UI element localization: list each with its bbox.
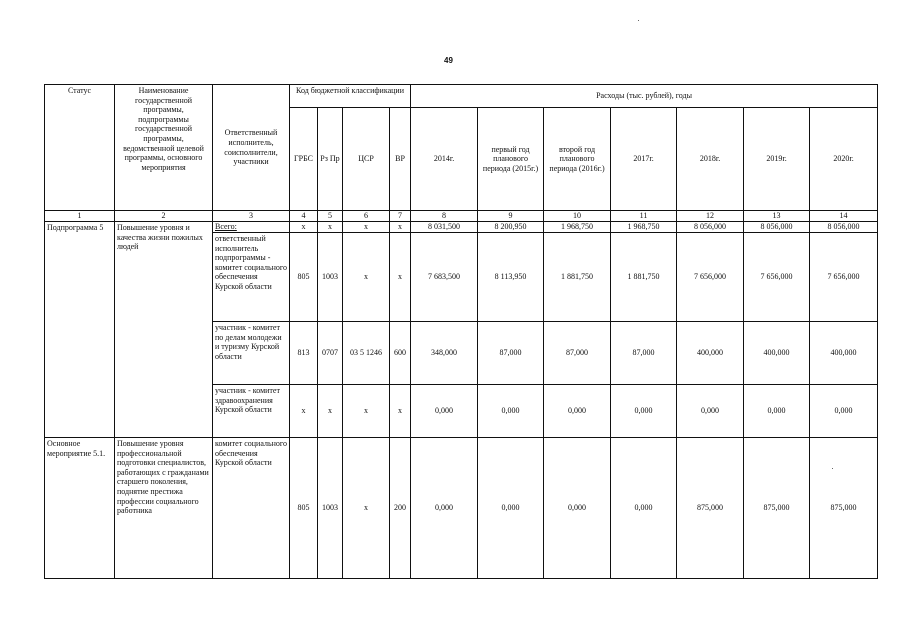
header-year: 2018г.	[677, 108, 744, 211]
vr-cell: 600	[390, 322, 411, 385]
column-number: 13	[744, 211, 810, 222]
amount-cell: 0,000	[810, 385, 878, 438]
header-year: 2014г.	[411, 108, 478, 211]
header-year: 2017г.	[611, 108, 677, 211]
amount-cell: 87,000	[611, 322, 677, 385]
total-label: Всего:	[213, 222, 290, 233]
header-budget-code: Код бюджетной классификации	[290, 85, 411, 108]
column-number: 6	[343, 211, 390, 222]
amount-cell: 0,000	[411, 385, 478, 438]
rzpr-cell: х	[318, 385, 343, 438]
amount-cell: 87,000	[544, 322, 611, 385]
amount-cell: 875,000	[810, 438, 878, 579]
header-year: второй год планового периода (2016г.)	[544, 108, 611, 211]
vr-cell: х	[390, 222, 411, 233]
budget-table	[44, 84, 878, 579]
amount-cell: 400,000	[810, 322, 878, 385]
column-number: 5	[318, 211, 343, 222]
vr-cell: 200	[390, 438, 411, 579]
header-year: первый год планового периода (2015г.)	[478, 108, 544, 211]
column-number: 14	[810, 211, 878, 222]
amount-cell: 8 113,950	[478, 233, 544, 322]
activity-status: Основное мероприятие 5.1.	[45, 438, 115, 579]
header-rzpr: Рз Пр	[318, 108, 343, 211]
grbs-cell: 805	[290, 438, 318, 579]
amount-cell: 875,000	[744, 438, 810, 579]
amount-cell: 8 200,950	[478, 222, 544, 233]
amount-cell: 875,000	[677, 438, 744, 579]
amount-cell: 1 968,750	[544, 222, 611, 233]
csr-cell: х	[343, 233, 390, 322]
amount-cell: 0,000	[478, 385, 544, 438]
amount-cell: 8 031,500	[411, 222, 478, 233]
amount-cell: 0,000	[611, 385, 677, 438]
header-year: 2019г.	[744, 108, 810, 211]
activity-name: Повышение уровня профессиональной подготовки специалистов, работающих с гражданами старшего поколения, поднятие престижа профессии социального работника	[115, 438, 213, 579]
rzpr-cell: 1003	[318, 438, 343, 579]
amount-cell: 0,000	[411, 438, 478, 579]
amount-cell: 7 656,000	[677, 233, 744, 322]
amount-cell: 348,000	[411, 322, 478, 385]
header-status: Статус	[45, 85, 115, 211]
column-number-row	[45, 211, 878, 222]
csr-cell: х	[343, 385, 390, 438]
amount-cell: 7 656,000	[810, 233, 878, 322]
scan-speck	[638, 20, 639, 21]
table-row	[45, 222, 878, 233]
column-number: 4	[290, 211, 318, 222]
header-year: 2020г.	[810, 108, 878, 211]
amount-cell: 8 056,000	[744, 222, 810, 233]
csr-cell: 03 5 1246	[343, 322, 390, 385]
amount-cell: 87,000	[478, 322, 544, 385]
amount-cell: 0,000	[744, 385, 810, 438]
amount-cell: 7 683,500	[411, 233, 478, 322]
grbs-cell: х	[290, 222, 318, 233]
csr-cell: х	[343, 438, 390, 579]
header-grbs: ГРБС	[290, 108, 318, 211]
amount-cell: 0,000	[677, 385, 744, 438]
vr-cell: х	[390, 233, 411, 322]
column-number: 11	[611, 211, 677, 222]
column-number: 10	[544, 211, 611, 222]
page-number: 49	[444, 56, 453, 65]
header-vr: ВР	[390, 108, 411, 211]
amount-cell: 0,000	[544, 438, 611, 579]
rzpr-cell: х	[318, 222, 343, 233]
vr-cell: х	[390, 385, 411, 438]
column-number: 7	[390, 211, 411, 222]
amount-cell: 8 056,000	[677, 222, 744, 233]
subprogram-status: Подпрограмма 5	[45, 222, 115, 438]
header-executor: Ответственный исполнитель, соисполнители, участники	[213, 85, 290, 211]
amount-cell: 400,000	[677, 322, 744, 385]
subprogram-name: Повышение уровня и качества жизни пожилых людей	[115, 222, 213, 438]
executor-cell: комитет социального обеспечения Курской области	[213, 438, 290, 579]
header-expenses: Расходы (тыс. рублей), годы	[411, 85, 878, 108]
column-number: 1	[45, 211, 115, 222]
executor-cell: участник - комитет по делам молодежи и туризму Курской области	[213, 322, 290, 385]
amount-cell: 8 056,000	[810, 222, 878, 233]
rzpr-cell: 0707	[318, 322, 343, 385]
amount-cell: 0,000	[478, 438, 544, 579]
executor-cell: участник - комитет здравоохранения Курской области	[213, 385, 290, 438]
amount-cell: 0,000	[544, 385, 611, 438]
amount-cell: 1 881,750	[544, 233, 611, 322]
amount-cell: 400,000	[744, 322, 810, 385]
column-number: 12	[677, 211, 744, 222]
amount-cell: 0,000	[611, 438, 677, 579]
column-number: 3	[213, 211, 290, 222]
csr-cell: х	[343, 222, 390, 233]
amount-cell: 1 881,750	[611, 233, 677, 322]
column-number: 9	[478, 211, 544, 222]
header-program-name: Наименование государственной программы, подпрограммы государственной программы, ведомственной целевой программы, основного мероприятия	[115, 85, 213, 211]
column-number: 8	[411, 211, 478, 222]
table-row	[45, 438, 878, 579]
executor-cell: ответственный исполнитель подпрограммы - комитет социального обеспечения Курской области	[213, 233, 290, 322]
grbs-cell: 805	[290, 233, 318, 322]
amount-cell: 1 968,750	[611, 222, 677, 233]
grbs-cell: 813	[290, 322, 318, 385]
rzpr-cell: 1003	[318, 233, 343, 322]
header-csr: ЦСР	[343, 108, 390, 211]
grbs-cell: х	[290, 385, 318, 438]
amount-cell: 7 656,000	[744, 233, 810, 322]
column-number: 2	[115, 211, 213, 222]
